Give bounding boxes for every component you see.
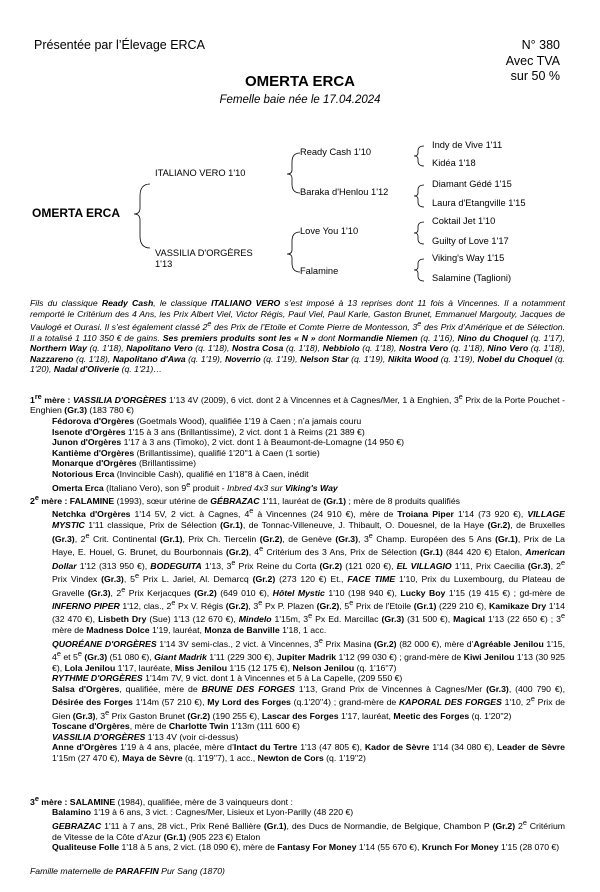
first-dam-produce-1: Fédorova d'Orgères (Goetmals Wood), qualifiée 1'19 à Caen ; n’a jamais couru [52,416,362,427]
second-dam-produce-4: Salsa d'Orgères, qualifiée, mère de BRUNE DES FORGES 1'13, Grand Prix de Vincennes à Cagnes/Mer (Gr.3), (400 790 €), Désirée des Forges 1'14m (57 210 €), My Lord des Forges (q.1'20''4) ; grand-mère de KAPORAL DES FORGES 1'10, 2e Prix de Gien (Gr.3), 3e Prix Gaston Brunet (Gr.2) (190 255 €), Lascar des Forges 1'17, lauréat, Meetic des Forges (q. 1'20''2) [52,683,566,721]
second-dam-produce-6: VASSILIA D'ORGÈRES 1'13 4V (voir ci-dessus) [52,731,239,742]
second-dam-head: 2e mère : FALAMINE (1993), sœur utérine de GÉBRAZAC 1'11, lauréat de (Gr.1) ; mère de 8 produits qualifiés [30,493,461,506]
third-dam-produce-3: Qualiteuse Folle 1'18 à 5 ans, 2 vict. (18 090 €), mère de Fantasy For Money 1'14 (55 670 €), Krunch For Money 1'15 (28 070 €) [52,842,560,853]
first-dam-produce-2: Isenote d'Orgères 1'15 à 3 ans (Brillantissime), 2 vict. dont 1 à Reims (21 389 €) [52,426,365,437]
first-dam-produce-6: Notorious Erca (Invincible Cash), qualifié en 1'18''8 à Caen, inédit [52,469,309,480]
lot-number: N° 380 [521,38,560,52]
pedigree-sdd: Laura d'Etangville 1'15 [432,198,526,208]
horse-title: OMERTA ERCA [245,73,355,90]
pedigree-ddd: Salamine (Taglioni) [432,273,512,283]
second-dam-produce-1: Netchka d'Orgères 1'14 5V, 2 vict. à Cagnes, 4e à Vincennes (24 910 €), mère de Troiana Piper 1'14 (73 920 €), VILLAGE MYSTIC 1'11 classique, Prix de Sélection (Gr.1), de Tonnac-Villeneuve, J. Thibault, O. Douesnel, de la Haye (Gr.2), de Bruxelles (Gr.3), 2e Crit. Continental (Gr.1), Prix Ch. Tiercelin (Gr.2), de Genève (Gr.3), 3e Champ. Européen des 5 Ans (Gr.1), Prix de La Haye, E. Houel, G. Brunet, du Bourbonnais (Gr.2), 4e Critérium des 3 Ans, Prix de Sélection (Gr.1) (844 420 €) Etalon, American Dollar 1'12 (313 950 €), BODEGUITA 1'13, 3e Prix Reine du Corta (Gr.2) (121 020 €), EL VILLAGIO 1'11, Prix Caecilia (Gr.3), 2e Prix Vindex (Gr.3), 5e Prix L. Jariel, Al. Demarcq (Gr.2) (273 120 €) Et., FACE TIME 1'10, Prix du Luxembourg, du Plateau de Gravelle (Gr.3), 2e Prix Kerjacques (Gr.2) (649 010 €), Hôtel Mystic 1'10 (198 940 €), Lucky Boy 1'15 (19 415 €) ; gd-mère de INFERNO PIPER 1'12, clas., 2e Px V. Régis (Gr.2), 3e Px P. Plazen (Gr.2), 5e Prix de l'Etoile (Gr.1) (229 210 €), Kamikaze Dry 1'14 (32 470 €), Lisbeth Dry (Sue) 1'13 (12 670 €), Mindelo 1'15m, 3e Px Ed. Marcillac (Gr.3) (31 500 €), Magical 1'13 (22 650 €) ; 3e mère de Madness Dolce 1'19, lauréat, Monza de Banville 1'18, 1 acc. [52,506,566,635]
pedigree-sss: Indy de Vive 1'11 [432,140,503,150]
first-dam-produce-4: Kantième d'Orgères (Brillantissime), qualifié 1'20''1 à Caen (1 sortie) [52,447,320,458]
first-dam-head: 1re mère : VASSILIA D'ORGÈRES 1'13 4V (2009), 6 vict. dont 2 à Vincennes et à Cagnes/Mer, 1 à Enghien, 3e Prix de la Porte Pouchet - Enghien (Gr.3) (183 780 €) [30,392,566,416]
tva-label: Avec TVA [505,53,560,68]
pedigree-dam-name: VASSILIA D'ORGÈRES [155,248,253,258]
sire-description: Fils du classique Ready Cash, le classique ITALIANO VERO s’est imposé à 13 reprises dont 11 fois à Vincennes. Il a notamment remporté le Critérium des 4 Ans, les Prix Albert Viel, Victor Régis, Paul Viel, Paul Karle, Gaston Brunet, Emmanuel Margouty, Jacques de Vaulogé et Ourasi. Il s’est également classé 2e des Prix de l’Etoile et Comte Pierre de Montesson, 3e des Prix d’Amérique et de Sélection. Il a totalisé 1 110 350 € de gains. Ses premiers produits sont les « N » dont Normandie Niemen (q. 1'16), Nino du Choquel (q. 1'17), Northern Way (q. 1'18), Napolitano Vero (q. 1'18), Nostra Cosa (q. 1'18), Nebbiolo (q. 1'18), Nostra Vero (q. 1'18), Nino Vero (q. 1'18), Nazzareno (q. 1'18), Napolitano d'Awa (q. 1'19), Noverrio (q. 1'19), Nelson Star (q. 1'19), Nikita Wood (q. 1'19), Nobel du Choquel (q. 1'20), Nadal d'Oliverie (q. 1'21)… [30,298,566,375]
first-dam-section [30,392,565,493]
maternal-family-note: Famille maternelle de PARAFFIN Pur Sang (1870) [30,866,225,876]
third-dam-section [30,794,565,853]
horse-subtitle: Femelle baie née le 17.04.2024 [219,94,381,106]
first-dam-produce-7: Omerta Erca (Italiano Vero), son 9e produit - Inbred 4x3 sur Viking's Way [52,479,338,493]
second-dam-produce-2: QUORÉANE D'ORGÈRES 1'14 3V semi-clas., 2 vict. à Vincennes, 3e Prix Masina (Gr.2) (82 000 €), mère d’Agréable Jenilou 1'15, 4e et 5e (Gr.3) (51 080 €), Giant Madrik 1'11 (229 300 €), Jupiter Madrik 1'12 (99 030 €) ; grand-mère de Kiwi Jenilou 1'13 (30 925 €), Lola Jenilou 1'17, lauréate, Miss Jenilou 1'15 (12 175 €), Nelson Jenilou (q. 1'16''7) [52,635,565,673]
second-dam-section [30,493,565,764]
pedigree-sds: Diamant Gédé 1'15 [432,179,512,189]
second-dam-produce-7: Anne d'Orgères 1'19 à 4 ans, placée, mère d’Intact du Tertre 1'13 (47 805 €), Kador de Sèvre 1'14 (34 080 €), Leader de Sèvre 1'15m (27 470 €), Maya de Sèvre (q. 1'19''7), 1 acc., Newton de Cors (q. 1'19''2) [52,742,565,764]
pedigree-sire: ITALIANO VERO 1'10 [155,168,246,178]
pedigree-dam-record: 1'13 [155,259,173,269]
first-dam-produce-3: Junon d'Orgères 1'17 à 3 ans (Timoko), 2 vict. dont 1 à Beaumont-de-Lomagne (14 950 €) [52,437,405,448]
pedigree-dam-dam: Falamine [300,266,339,276]
pedigree-sire-dam: Baraka d'Henlou 1'12 [300,187,389,197]
pedigree-sire-sire: Ready Cash 1'10 [300,147,372,157]
pedigree-dds: Viking's Way 1'15 [432,253,505,263]
pedigree-dam [155,248,253,270]
third-dam-produce-2: GEBRAZAC 1'11 à 7 ans, 28 vict., Prix René Ballière (Gr.1), des Ducs de Normandie, de Belgique, Chambon P (Gr.2) 2e Critérium de Vitesse de la Côte d'Azur (Gr.1) (905 223 €) Etalon [52,818,566,842]
pedigree-dsd: Guilty of Love 1'17 [432,236,509,246]
presenter-text: Présentée par l’Élevage ERCA [34,38,205,52]
second-dam-produce-3: RYTHME D'ORGÈRES 1'14m 7V, 9 vict. dont 1 à Vincennes et 5 à La Capelle, (209 550 €) [52,673,403,684]
pedigree-dss: Coktail Jet 1'10 [432,216,496,226]
second-dam-produce-5: Toscane d'Orgères, mère de Charlotte Twin 1'13m (111 600 €) [52,721,300,732]
third-dam-produce-1: Balamino 1'19 à 6 ans, 3 vict. : Cagnes/Mer, Lisieux et Lyon-Parilly (48 220 €) [52,807,354,818]
pedigree-horse: OMERTA ERCA [32,206,120,220]
surcharge-label: sur 50 % [510,69,560,83]
third-dam-head: 3e mère : SALAMINE (1984), qualifiée, mère de 3 vainqueurs dont : [30,794,293,807]
pedigree-dam-sire: Love You 1'10 [300,226,359,236]
pedigree-ssd: Kidéa 1'18 [432,158,476,168]
first-dam-produce-5: Monarque d'Orgères (Brillantissime) [52,458,196,469]
